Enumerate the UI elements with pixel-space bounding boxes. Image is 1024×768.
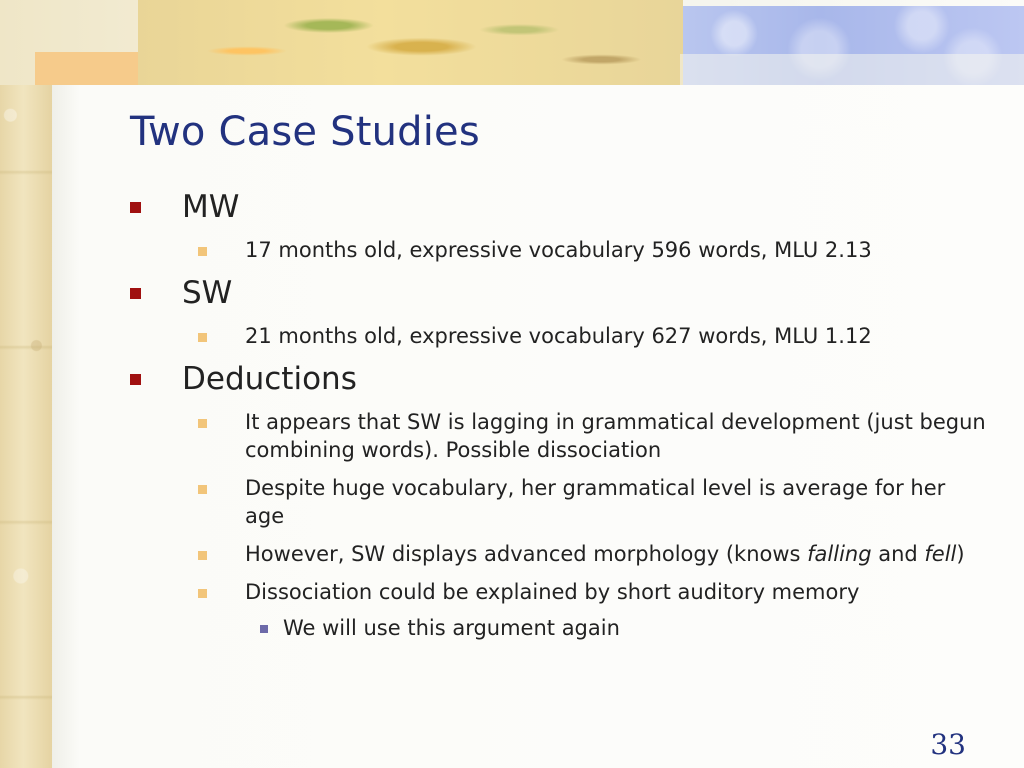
bullet-sw-text: SW bbox=[182, 275, 233, 311]
square-bullet-icon bbox=[130, 374, 141, 385]
bullet-deductions bbox=[130, 362, 990, 396]
subsubbullet-deduction-4-text: We will use this argument again bbox=[283, 616, 620, 640]
banner-orange-block bbox=[35, 52, 140, 85]
square-bullet-icon bbox=[198, 589, 207, 598]
banner-leaf-image bbox=[138, 0, 683, 85]
slide-title: Two Case Studies bbox=[130, 109, 480, 155]
subsubbullet-deduction-4 bbox=[130, 614, 990, 642]
subbullet-deduction-2 bbox=[130, 474, 990, 530]
bullet-mw bbox=[130, 190, 990, 224]
square-bullet-icon bbox=[198, 419, 207, 428]
banner-overlay bbox=[680, 54, 1024, 85]
bullet-deductions-text: Deductions bbox=[182, 361, 357, 397]
subbullet-deduction-1-text: It appears that SW is lagging in grammatical development (just begun combining words). Possible dissociation bbox=[245, 410, 986, 462]
bullet-sw bbox=[130, 276, 990, 310]
square-bullet-icon bbox=[130, 288, 141, 299]
square-bullet-icon bbox=[130, 202, 141, 213]
square-bullet-icon bbox=[198, 485, 207, 494]
square-bullet-icon bbox=[198, 247, 207, 256]
subbullet-deduction-4 bbox=[130, 578, 990, 606]
subbullet-sw-detail-text: 21 months old, expressive vocabulary 627 words, MLU 1.12 bbox=[245, 324, 872, 348]
subbullet-deduction-2-text: Despite huge vocabulary, her grammatical level is average for her age bbox=[245, 476, 946, 528]
left-decorative-strip bbox=[0, 0, 52, 768]
slide-content bbox=[130, 190, 990, 642]
subbullet-deduction-3-suffix: ) bbox=[956, 542, 965, 566]
subbullet-deduction-3-fell: fell bbox=[924, 542, 957, 566]
top-decorative-banner bbox=[0, 0, 1024, 85]
bullet-mw-text: MW bbox=[182, 189, 240, 225]
subbullet-deduction-3-and: and bbox=[871, 542, 925, 566]
subbullet-deduction-3-prefix: However, SW displays advanced morphology (knows bbox=[245, 542, 808, 566]
subbullet-sw-detail bbox=[130, 322, 990, 350]
subbullet-mw-detail-text: 17 months old, expressive vocabulary 596 words, MLU 2.13 bbox=[245, 238, 872, 262]
subbullet-mw-detail bbox=[130, 236, 990, 264]
page-number: 33 bbox=[930, 728, 966, 761]
square-bullet-icon bbox=[198, 333, 207, 342]
subbullet-deduction-4-text: Dissociation could be explained by short auditory memory bbox=[245, 580, 860, 604]
subbullet-deduction-3 bbox=[130, 540, 990, 568]
square-bullet-icon bbox=[198, 551, 207, 560]
square-bullet-icon bbox=[260, 625, 268, 633]
subbullet-deduction-1 bbox=[130, 408, 990, 464]
subbullet-deduction-3-falling: falling bbox=[807, 542, 872, 566]
